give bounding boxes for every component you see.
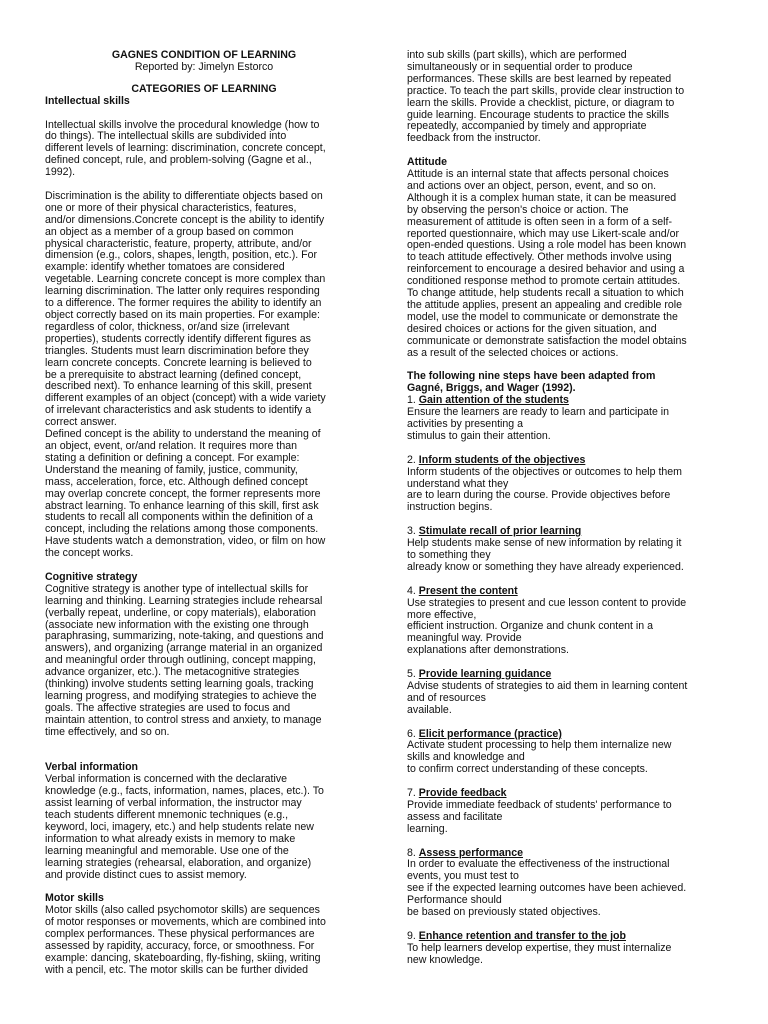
step-item [407,586,725,657]
step-description: Help students make sense of new information by relating it to something they already know or something they have already experienced. [407,537,684,573]
step-title: Assess performance [418,846,524,859]
defined-concept-paragraph: Defined concept is the ability to understand the meaning of an object, event, or/and relation. It requires more than stating a definition or defining a concept. For example: Understand the meaning of family, justice, community, mass, acceleration, force, etc. Although defined concept may overlap concrete concept, the former represents more abstract learning. To enhance learning of this skill, first ask students to recall all components within the definition of a concept, including the relations among those components. Have students watch a demonstration, video, or film on how the concept works. [45,428,326,560]
step-item [407,395,725,443]
step-title: Provide learning guidance [418,668,552,681]
step-item [407,931,725,967]
reporter-line: Reported by: Jimelyn Estorco [134,60,274,73]
step-title: Enhance retention and transfer to the job [418,929,626,942]
step-description: Ensure the learners are ready to learn and participate in activities by presenting a stimulus to gain their attention. [407,406,670,442]
discrimination-paragraph: Discrimination is the ability to differentiate objects based on one or more of their physical characteristics, features, and/or dimensions.Concrete concept is the ability to identify an object as a member of a group based on common physical characteristic, feature, property, attribute, and/or dimension (e.g., colors, shapes, length, position, etc.). For example: identify whether tomatoes are considered vegetable. Learning concrete concept is more complex than learning discrimination. The latter only requires responding to a difference. The former requires the ability to identify an object correctly based on its main properties. For example: regardless of color, thickness, or/and size (irrelevant properties), students correctly identify different figures as triangles. Students must learn discrimination before they learn concrete concepts. Concrete learning is believed to be a prerequisite to abstract learning (defined concept, described next). To enhance learning of this skill, present different examples of an object (concept) with a wide variety of irrelevant characteristics and ask students to identify a correct answer. [45,189,326,429]
step-description: To help learners develop expertise, they must internalize new knowledge. [407,941,672,966]
intellectual-skills-heading: Intellectual skills [45,94,130,107]
verbal-information-paragraph: Verbal information is concerned with the declarative knowledge (e.g., facts, information, names, places, etc.). To assist learning of verbal information, the instructor may teach students different mnemonic techniques (e.g., keyword, loci, imagery, etc.) and help students relate new information to what already exists in memory to make learning meaningful and memorable. Use one of the learning strategies (rehearsal, elaboration, and organize) and provide distinct cues to assist memory. [45,773,324,881]
step-item [407,729,725,777]
step-description: In order to evaluate the effectiveness of the instructional events, you must test to see if the expected learning outcomes have been achieved. Performance should be based on previously stated objectives. [407,858,687,919]
step-description: Provide immediate feedback of students' performance to assess and facilitate learning. [407,798,672,835]
nine-steps-intro: The following nine steps have been adapted from Gagné, Briggs, and Wager (1992). [407,370,656,395]
left-column [45,50,363,977]
step-description: Inform students of the objectives or outcomes to help them understand what they are to learn during the course. Provide objectives before instruction begins. [407,465,682,514]
cognitive-strategy-paragraph: Cognitive strategy is another type of intellectual skills for learning and thinking. Learning strategies include rehearsal (verbally repeat, underline, or copy materials), elaboration (associate new information with the existing one through paraphrasing, summarizing, note-taking, and questions and answers), and organizing (arrange material in an organized and meaningful order through outlining, concept mapping, advance organizer, etc.). The metacognitive strategies (thinking) involve students setting learning goals, tracking learning progress, and modifying strategies to achieve the goals. The affective strategies are used to focus and maintain attention, to control stress and anxiety, to manage time effectively, and so on. [45,582,324,738]
step-heading [407,586,725,598]
step-title: Elicit performance (practice) [418,727,562,740]
step-number: 9. [407,929,419,942]
step-title: Stimulate recall of prior learning [418,525,582,538]
step-number: 6. [407,727,419,740]
verbal-information-heading: Verbal information [45,761,139,774]
step-number: 8. [407,846,419,859]
attitude-paragraph: Attitude is an internal state that affects personal choices and actions over an object, person, event, and so on. Although it is a complex human state, it can be measured by observing the person's choice or action. The measurement of attitude is often seen in a form of a self- reported questionnaire, which may use Likert-scale and/or open-ended questions. Using a role model has been known to teach attitude effectively. Other methods involve using reinforcement to encourage a desired behavior and using a conditioned response method to promote certain attitudes. To change attitude, help students recall a situation to which the attitude applies, present an appealing and credible role model, use the model to communicate or demonstrate the desired choices or actions for the given situation, and communicate or demonstrate satisfaction the model obtains as a result of the selected choices or actions. [407,168,687,359]
step-description: Advise students of strategies to aid them in learning content and of resources available. [407,679,688,716]
categories-heading: CATEGORIES OF LEARNING [131,82,277,95]
right-column [407,50,725,967]
step-title: Inform students of the objectives [418,453,586,466]
motor-skills-paragraph: Motor skills (also called psychomotor skills) are sequences of motor responses or movements, which are combined into complex performances. These physical performances are assessed by rapidity, accuracy, force, or smoothness. For example: dancing, skateboarding, fly-fishing, skiing, writing with a pencil, etc. The motor skills can be further divided [45,904,326,976]
step-title: Gain attention of the students [418,394,569,407]
step-item [407,788,725,836]
step-item [407,526,725,574]
step-item [407,848,725,919]
step-title: Present the content [418,584,518,597]
step-item [407,669,725,717]
step-number: 3. [407,525,419,538]
nine-steps-list [407,395,725,966]
motor-skills-continued-paragraph: into sub skills (part skills), which are performed simultaneously or in sequential order to produce performances. These skills are best learned by repeated practice. To teach the part skills, provide clear instruction to learn the skills. Provide a checklist, picture, or diagram to guide learning. Encourage students to practice the skills repeatedly, accompanied by timely and appropriate feedback from the instructor. [407,49,685,145]
step-description: Activate student processing to help them internalize new skills and knowledge and to confirm correct understanding of these concepts. [407,739,672,776]
step-heading [407,455,725,467]
intellectual-skills-paragraph: Intellectual skills involve the procedural knowledge (how to do things). The intellectual skills are subdivided into different levels of learning: discrimination, concrete concept, defined concept, rule, and problem-solving (Gagne et al., 1992). [45,118,326,179]
step-number: 5. [407,668,419,681]
step-description: Use strategies to present and cue lesson content to provide more effective, efficient instruction. Organize and chunk content in a meaningful way. Provide explanations after demonstrations. [407,596,687,657]
cognitive-strategy-heading: Cognitive strategy [45,570,138,583]
document-title: GAGNES CONDITION OF LEARNING [111,49,297,61]
step-item [407,455,725,515]
step-number: 1. [407,394,419,407]
step-number: 2. [407,453,419,466]
motor-skills-heading: Motor skills [45,892,104,905]
step-title: Provide feedback [418,787,507,800]
step-number: 7. [407,787,419,800]
attitude-heading: Attitude [407,156,448,169]
step-number: 4. [407,584,419,597]
